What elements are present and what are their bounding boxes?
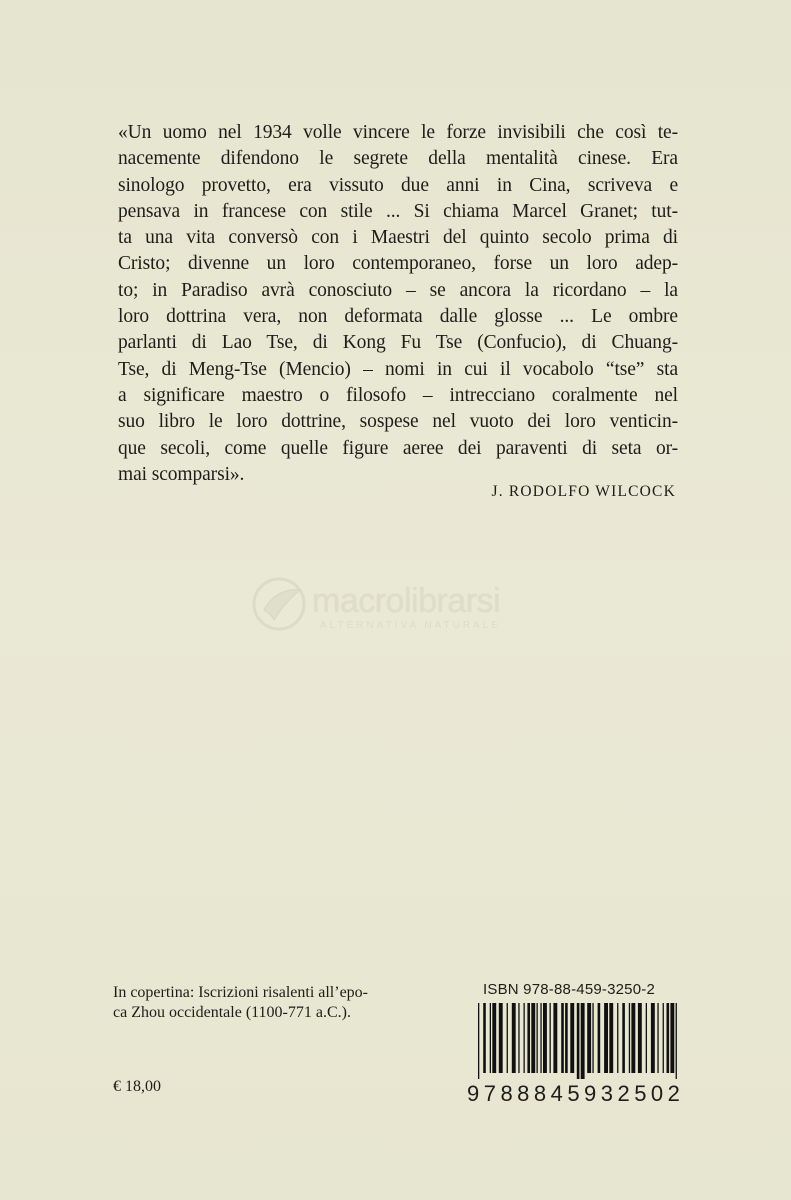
barcode-bar [609,1003,613,1073]
quote-text [118,120,678,488]
barcode-bar [478,1003,479,1079]
barcode-digit: 8 [533,1081,550,1106]
watermark [250,570,570,640]
barcode-bar [543,1003,547,1073]
barcode-bar [507,1003,508,1073]
barcode-bar [657,1003,658,1073]
barcode-bar [550,1003,551,1073]
quote-line: que secoli, come quelle figure aeree dei paraventi di seta or- [118,437,678,459]
barcode-digit: 0 [650,1081,667,1106]
quote-line: parlanti di Lao Tse, di Kong Fu Tse (Confucio), di Chuang- [118,332,678,354]
barcode-bar [537,1003,538,1073]
barcode-bar [587,1003,591,1073]
quote-line: to; in Paradiso avrà conosciuto – se ancora la ricordano – la [118,279,678,301]
barcode-bar [577,1003,580,1079]
quote-line: Cristo; divenne un loro contemporaneo, forse un loro adep- [118,253,678,275]
quote-line: loro dottrina vera, non deformata dalle glosse ... Le ombre [118,306,678,328]
barcode-bar [676,1003,677,1079]
barcode-digit: 9 [584,1081,600,1106]
barcode-digit: 8 [517,1081,533,1106]
watermark-tagline: ALTERNATIVA NATURALE [320,620,501,631]
barcode-bar [518,1003,519,1073]
quote-line: mai scomparsi». [118,463,245,485]
barcode-bar [499,1003,503,1073]
barcode-bar [670,1003,674,1073]
quote-line: ta una vita conversò con i Maestri del quinto secolo prima di [118,227,678,249]
barcode-bar [512,1003,516,1073]
barcode-digit: 9 [467,1081,483,1106]
barcode-bar [604,1003,608,1073]
barcode-bar [629,1003,630,1073]
quote-line: Tse, di Meng-Tse (Mencio) – nomi in cui il vocabolo “tse” sta [118,358,678,380]
barcode-bar [524,1003,525,1073]
barcode-bar [490,1003,491,1073]
barcode-bar [492,1003,496,1073]
barcode-bar [651,1003,655,1073]
barcode-bar [540,1003,541,1073]
barcode-bar [531,1003,535,1073]
barcode-bar [663,1003,664,1073]
quote-author: J. RODOLFO WILCOCK [491,483,676,500]
barcode-bar [561,1003,564,1073]
isbn-label: ISBN 978-88-459-3250-2 [483,981,656,998]
watermark-name: macrolibrarsi [312,582,501,620]
barcode-digit: 3 [600,1081,616,1106]
leaf-logo-icon [250,576,308,632]
cover-caption-line: In copertina: Iscrizioni risalenti all’epo- [113,984,369,1001]
barcode-digit: 8 [500,1081,516,1106]
barcode-bar [646,1003,647,1073]
barcode [478,1003,678,1079]
barcode-bar [592,1003,593,1073]
cover-caption [113,983,403,1023]
barcode-digit: 4 [550,1081,566,1106]
barcode-digits [467,1081,683,1107]
barcode-bar [553,1003,557,1073]
barcode-digit: 2 [667,1081,683,1106]
quote-line: suo libro le loro dottrine, sospese nel vuoto dei loro venticin- [118,411,678,433]
barcode-bar [483,1003,486,1073]
barcode-bar [667,1003,670,1073]
quote-line: nacemente difendono le segrete della mentalità cinese. Era [118,148,678,170]
quote-line: sinologo provetto, era vissuto due anni in Cina, scriveva e [118,174,678,196]
barcode-digit: 7 [483,1081,499,1106]
quote-line: a significare maestro o filosofo – intrecciano coralmente nel [118,384,678,406]
cover-caption-line: ca Zhou occidentale (1100-771 a.C.). [113,1004,351,1021]
barcode-bar [565,1003,568,1073]
barcode-digit: 2 [617,1081,633,1106]
quote-line: pensava in francese con stile ... Si chiama Marcel Granet; tut- [118,200,678,222]
barcode-bar [617,1003,618,1073]
price: € 18,00 [113,1078,161,1095]
quote-line: «Un uomo nel 1934 volle vincere le forze invisibili che così te- [118,122,678,143]
barcode-bar [598,1003,601,1073]
barcode-bar [622,1003,625,1073]
barcode-bar [581,1003,585,1079]
barcode-bar [631,1003,635,1073]
barcode-digit: 5 [567,1081,583,1106]
barcode-bar [638,1003,642,1073]
barcode-digit: 5 [634,1081,650,1106]
barcode-bar [570,1003,574,1073]
barcode-bar [527,1003,530,1073]
